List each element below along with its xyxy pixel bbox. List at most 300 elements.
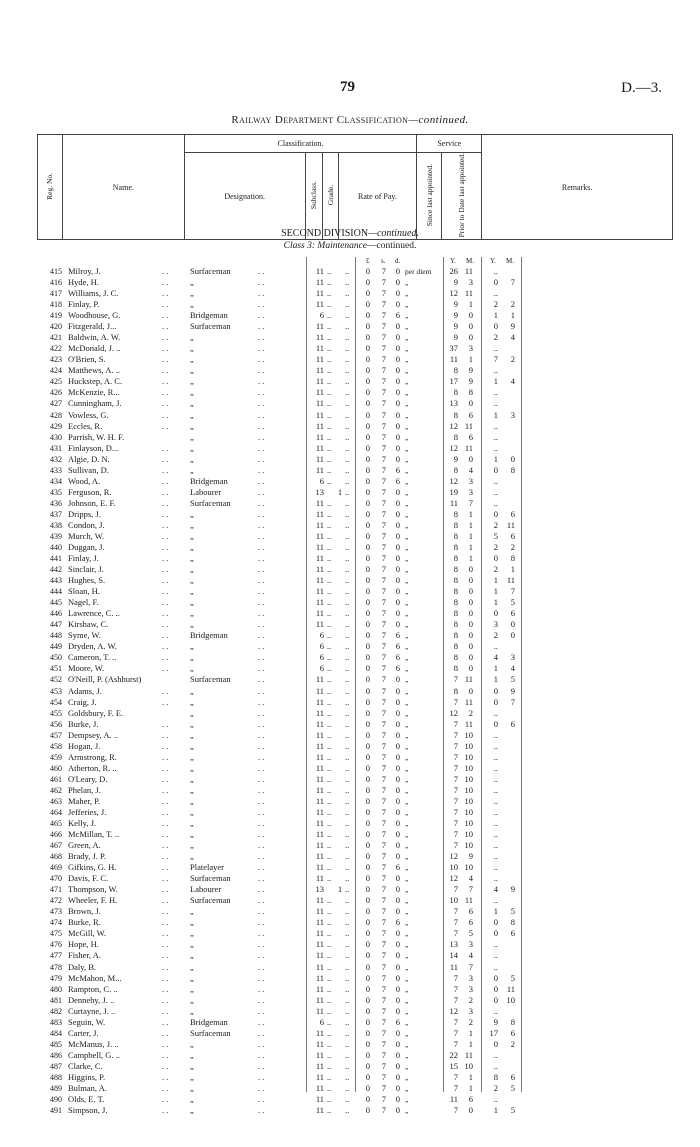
- pay-pence: 0: [395, 343, 400, 354]
- pay-pence: 0: [395, 608, 400, 619]
- prior-months: 6: [510, 530, 515, 541]
- subclass: 11: [315, 1105, 324, 1116]
- pay-shillings: 7: [381, 729, 386, 740]
- class-label: Class 3:: [283, 241, 316, 251]
- subclass: 11: [315, 586, 324, 597]
- leader-dots: ..: [258, 784, 267, 795]
- leader-dots: ..: [258, 707, 267, 718]
- prior-months: 6: [510, 508, 515, 519]
- reg-number: 474: [50, 918, 62, 928]
- service-years: 12: [449, 1005, 458, 1016]
- leader-dots: ..: [327, 784, 332, 795]
- pay-pence: 0: [395, 1094, 400, 1104]
- leader-dots: ..: [258, 464, 267, 475]
- prior-months: 4: [510, 376, 515, 387]
- subclass: 11: [315, 795, 324, 806]
- table-row: [0, 807, 700, 818]
- leader-dots: ..: [345, 420, 350, 431]
- reg-number: 466: [50, 830, 62, 840]
- leader-dots: ..: [345, 917, 350, 928]
- pay-pounds: 0: [365, 530, 370, 541]
- subclass: 11: [315, 994, 324, 1005]
- pay-shillings: 7: [381, 795, 386, 806]
- pay-pence: 0: [395, 299, 400, 310]
- leader-dots: ..: [162, 354, 171, 365]
- prior-years: ..: [493, 266, 498, 276]
- leader-dots: ..: [258, 1049, 267, 1060]
- reg-number: 435: [50, 487, 62, 497]
- prior-years: 8: [493, 1071, 498, 1082]
- service-months: 11: [464, 1049, 473, 1060]
- table-row: [0, 697, 700, 708]
- subclass: 11: [315, 431, 324, 442]
- leader-dots: ..: [258, 442, 267, 453]
- service-years: 14: [449, 950, 458, 961]
- pay-period: „: [405, 289, 409, 299]
- pay-period: „: [405, 907, 409, 917]
- pay-pence: 0: [395, 895, 400, 906]
- service-years: 8: [453, 608, 458, 619]
- leader-dots: ..: [327, 409, 332, 420]
- pay-period: „: [405, 609, 409, 619]
- pay-period: „: [405, 752, 409, 762]
- employee-name: Clarke, C.: [68, 1060, 103, 1071]
- pay-shillings: 7: [381, 453, 386, 464]
- leader-dots: ..: [327, 718, 332, 729]
- pay-pounds: 0: [365, 1016, 370, 1027]
- service-months: 6: [468, 906, 473, 917]
- employee-name: Kirshaw, C.: [68, 619, 109, 630]
- pay-shillings: 7: [381, 906, 386, 917]
- leader-dots: ..: [327, 652, 332, 663]
- prior-months: 7: [510, 696, 515, 707]
- prior-months: 1: [510, 310, 515, 321]
- leader-dots: ..: [327, 277, 332, 288]
- leader-dots: ..: [345, 464, 350, 475]
- pay-pounds: 0: [365, 928, 370, 939]
- leader-dots: ..: [162, 508, 171, 519]
- prior-years: 1: [493, 1105, 498, 1116]
- leader-dots: ..: [258, 266, 267, 276]
- leader-dots: ..: [345, 564, 350, 575]
- reg-number: 421: [50, 333, 62, 343]
- reg-number: 420: [50, 322, 62, 332]
- subclass: 6: [319, 652, 324, 663]
- subclass: 11: [315, 939, 324, 950]
- service-years: 11: [449, 1094, 458, 1104]
- leader-dots: ..: [162, 795, 171, 806]
- designation: „: [190, 1105, 194, 1116]
- leader-dots: ..: [162, 806, 171, 817]
- service-months: 1: [468, 1038, 473, 1049]
- table-row: [0, 1094, 700, 1105]
- pay-period: „: [405, 763, 409, 773]
- pay-pence: 0: [395, 288, 400, 299]
- leader-dots: ..: [345, 409, 350, 420]
- pay-pounds: 0: [365, 1094, 370, 1104]
- pay-shillings: 7: [381, 299, 386, 310]
- pay-pounds: 0: [365, 442, 370, 453]
- table-row: [0, 917, 700, 928]
- leader-dots: ..: [258, 321, 267, 332]
- table-row: [0, 962, 700, 973]
- pay-pounds: 0: [365, 575, 370, 586]
- service-years: 7: [453, 751, 458, 762]
- pay-pounds: 0: [365, 486, 370, 497]
- subclass: 11: [315, 299, 324, 310]
- pay-shillings: 7: [381, 564, 386, 575]
- designation: „: [190, 751, 194, 762]
- leader-dots: ..: [258, 553, 267, 564]
- pay-pounds: 0: [365, 1038, 370, 1049]
- pay-pounds: 0: [365, 1105, 370, 1116]
- designation: Surfaceman: [190, 895, 231, 906]
- prior-years: 0: [493, 983, 498, 994]
- leader-dots: ..: [327, 553, 332, 564]
- pay-pounds: 0: [365, 884, 370, 895]
- service-months: 11: [464, 288, 473, 299]
- reg-number: 483: [50, 1017, 62, 1027]
- prior-years: ..: [493, 343, 498, 354]
- service-months: 11: [464, 718, 473, 729]
- service-years: 7: [453, 917, 458, 928]
- leader-dots: ..: [162, 685, 171, 696]
- leader-dots: ..: [327, 387, 332, 398]
- leader-dots: ..: [162, 1049, 171, 1060]
- reg-number: 485: [50, 1039, 62, 1049]
- pay-shillings: 7: [381, 961, 386, 972]
- reg-number: 475: [50, 929, 62, 939]
- subclass: 11: [315, 597, 324, 608]
- designation: „: [190, 818, 194, 828]
- employee-name: Sloan, H.: [68, 586, 100, 597]
- reg-number: 416: [50, 278, 62, 288]
- leader-dots: ..: [258, 906, 267, 917]
- classification-header: Classification.: [184, 135, 417, 153]
- designation: „: [190, 619, 194, 630]
- designation: „: [190, 277, 194, 288]
- employee-name: Duggan, J.: [68, 542, 105, 552]
- prior-years: 2: [493, 519, 498, 530]
- employee-name: Sullivan, D.: [68, 464, 109, 475]
- leader-dots: ..: [327, 762, 332, 773]
- pay-pence: 0: [395, 453, 400, 464]
- table-row: [0, 730, 700, 741]
- service-months: 3: [468, 983, 473, 994]
- leader-dots: ..: [258, 895, 267, 906]
- leader-dots: ..: [162, 299, 171, 310]
- pay-period: „: [405, 863, 409, 873]
- prior-months: 3: [510, 652, 515, 663]
- pay-shillings: 7: [381, 1060, 386, 1071]
- pay-pence: 0: [395, 685, 400, 696]
- reg-number: 418: [50, 300, 62, 310]
- pay-pounds: 0: [365, 387, 370, 398]
- subclass: 11: [315, 332, 324, 343]
- prior-months: 5: [510, 1105, 515, 1116]
- subclass: 11: [315, 575, 324, 586]
- designation: „: [190, 542, 194, 552]
- prior-months: 10: [506, 994, 515, 1005]
- pay-pounds: 0: [365, 321, 370, 332]
- leader-dots: ..: [258, 354, 267, 365]
- employee-name: McKenzie, R...: [68, 387, 120, 398]
- prior-years: 0: [493, 972, 498, 983]
- reg-number: 450: [50, 653, 62, 663]
- prior-years: ..: [493, 950, 498, 961]
- pay-shillings: 7: [381, 1049, 386, 1060]
- pay-pence: 0: [395, 575, 400, 586]
- prior-years: 2: [493, 542, 498, 552]
- pay-period: „: [405, 399, 409, 409]
- service-years: 10: [449, 895, 458, 906]
- reg-number: 444: [50, 587, 62, 597]
- service-years: 19: [449, 486, 458, 497]
- leader-dots: ..: [345, 310, 350, 321]
- employee-name: Maher, P.: [68, 795, 101, 806]
- leader-dots: ..: [258, 840, 267, 851]
- unit-years-prior: Y.: [490, 257, 496, 265]
- service-years: 8: [453, 597, 458, 608]
- service-months: 3: [468, 939, 473, 950]
- subclass: 11: [315, 917, 324, 928]
- pay-pounds: 0: [365, 409, 370, 420]
- table-row: [0, 1050, 700, 1061]
- pay-pence: 0: [395, 972, 400, 983]
- reg-number: 460: [50, 763, 62, 773]
- leader-dots: ..: [327, 1082, 332, 1093]
- pay-shillings: 7: [381, 519, 386, 530]
- designation: „: [190, 994, 194, 1005]
- designation: „: [190, 354, 194, 365]
- leader-dots: ..: [162, 586, 171, 597]
- pay-pounds: 0: [365, 310, 370, 321]
- leader-dots: ..: [345, 1005, 350, 1016]
- pay-period: „: [405, 719, 409, 729]
- designation: Labourer: [190, 486, 222, 497]
- pay-shillings: 7: [381, 530, 386, 541]
- pay-period: „: [405, 509, 409, 519]
- reg-number: 449: [50, 642, 62, 652]
- employee-name: Baldwin, A. W.: [68, 332, 121, 343]
- service-months: 0: [468, 575, 473, 586]
- employee-name: Hogan, J.: [68, 740, 101, 751]
- leader-dots: ..: [345, 575, 350, 586]
- table-row: [0, 586, 700, 597]
- prior-years: ..: [493, 1005, 498, 1016]
- leader-dots: ..: [258, 1038, 267, 1049]
- pay-pence: 0: [395, 542, 400, 552]
- remarks-header: Remarks.: [482, 135, 673, 240]
- pay-period: „: [405, 1095, 409, 1104]
- leader-dots: ..: [258, 519, 267, 530]
- pay-shillings: 7: [381, 586, 386, 597]
- pay-pounds: 0: [365, 597, 370, 608]
- prior-years: ..: [493, 442, 498, 453]
- leader-dots: ..: [345, 1038, 350, 1049]
- service-years: 7: [453, 906, 458, 917]
- reg-number: 462: [50, 785, 62, 795]
- service-years: 7: [453, 1105, 458, 1116]
- prior-years: 1: [493, 310, 498, 321]
- service-header: Service: [417, 135, 482, 153]
- pay-period: „: [405, 465, 409, 475]
- pay-pence: 0: [395, 806, 400, 817]
- leader-dots: ..: [345, 873, 350, 884]
- pay-period: „: [405, 1006, 409, 1016]
- designation: „: [190, 586, 194, 597]
- service-months: 0: [468, 1105, 473, 1116]
- reg-number: 439: [50, 531, 62, 541]
- pay-period: „: [405, 807, 409, 817]
- table-row: [0, 752, 700, 763]
- prior-years: ..: [493, 431, 498, 442]
- leader-dots: ..: [162, 873, 171, 884]
- leader-dots: ..: [345, 972, 350, 983]
- pay-period: „: [405, 278, 409, 288]
- table-row: [0, 1072, 700, 1083]
- pay-period: „: [405, 929, 409, 939]
- pay-pounds: 0: [365, 840, 370, 851]
- subclass: 11: [315, 762, 324, 773]
- leader-dots: ..: [345, 1071, 350, 1082]
- leader-dots: ..: [258, 365, 267, 376]
- pay-period: „: [405, 664, 409, 674]
- leader-dots: ..: [345, 994, 350, 1005]
- employee-name: Wheeler, F. H.: [68, 895, 118, 906]
- pay-pounds: 0: [365, 862, 370, 873]
- pay-shillings: 7: [381, 354, 386, 365]
- service-years: 11: [449, 497, 458, 508]
- pay-period: „: [405, 675, 409, 685]
- leader-dots: ..: [162, 564, 171, 575]
- employee-name: Simpson, J.: [68, 1105, 108, 1116]
- employee-name: Kelly, J.: [68, 818, 97, 828]
- subclass: 11: [315, 1094, 324, 1104]
- pay-pounds: 0: [365, 972, 370, 983]
- leader-dots: ..: [345, 718, 350, 729]
- pay-shillings: 7: [381, 266, 386, 276]
- prior-years: 0: [493, 608, 498, 619]
- service-years: 12: [449, 420, 458, 431]
- pay-shillings: 7: [381, 542, 386, 552]
- leader-dots: ..: [345, 663, 350, 674]
- pay-pounds: 0: [365, 773, 370, 784]
- pay-pence: 0: [395, 266, 400, 276]
- leader-dots: ..: [327, 365, 332, 376]
- leader-dots: ..: [258, 939, 267, 950]
- reg-number: 428: [50, 410, 62, 420]
- leader-dots: ..: [162, 950, 171, 961]
- prior-years: 0: [493, 1038, 498, 1049]
- pay-shillings: 7: [381, 873, 386, 884]
- leader-dots: ..: [258, 862, 267, 873]
- pay-pounds: 0: [365, 873, 370, 884]
- pay-period: „: [405, 498, 409, 508]
- reg-number: 424: [50, 366, 62, 376]
- pay-shillings: 7: [381, 994, 386, 1005]
- prior-months: 5: [510, 597, 515, 608]
- prior-years: ..: [493, 806, 498, 817]
- designation: Surfaceman: [190, 674, 231, 685]
- since-last-header: Since last appointed.: [417, 153, 442, 240]
- service-months: 4: [468, 464, 473, 475]
- leader-dots: ..: [162, 983, 171, 994]
- pay-pounds: 0: [365, 564, 370, 575]
- pay-pence: 0: [395, 773, 400, 784]
- reg-number: 470: [50, 874, 62, 884]
- leader-dots: ..: [327, 299, 332, 310]
- service-months: 0: [468, 310, 473, 321]
- pay-period: „: [405, 388, 409, 398]
- service-years: 8: [453, 553, 458, 564]
- pay-period: „: [405, 962, 409, 972]
- designation: „: [190, 685, 194, 696]
- subclass: 11: [315, 542, 324, 552]
- prior-years: ..: [493, 795, 498, 806]
- pay-shillings: 7: [381, 762, 386, 773]
- pay-pounds: 0: [365, 729, 370, 740]
- designation: „: [190, 641, 194, 652]
- class-name: Maintenance: [317, 241, 368, 251]
- service-years: 12: [449, 475, 458, 486]
- pay-pence: 6: [395, 917, 400, 928]
- leader-dots: ..: [162, 277, 171, 288]
- grade-header: Grade.: [322, 153, 338, 240]
- prior-months: 2: [510, 299, 515, 310]
- pay-shillings: 7: [381, 983, 386, 994]
- prior-months: 4: [510, 332, 515, 343]
- pay-pounds: 0: [365, 376, 370, 387]
- page-number: 79: [340, 79, 355, 95]
- pay-pounds: 0: [365, 1027, 370, 1038]
- employee-name: Armstrong, R.: [68, 751, 117, 762]
- leader-dots: ..: [345, 641, 350, 652]
- service-years: 8: [453, 630, 458, 641]
- leader-dots: ..: [327, 1049, 332, 1060]
- pay-pence: 0: [395, 508, 400, 519]
- table-row: [0, 1061, 700, 1072]
- leader-dots: ..: [327, 530, 332, 541]
- leader-dots: ..: [327, 564, 332, 575]
- subclass: 11: [315, 1082, 324, 1093]
- subclass: 11: [315, 983, 324, 994]
- pay-pence: 0: [395, 553, 400, 564]
- leader-dots: ..: [162, 288, 171, 299]
- pay-pounds: 0: [365, 1071, 370, 1082]
- service-months: 10: [464, 1060, 473, 1071]
- service-months: 10: [464, 862, 473, 873]
- table-row: [0, 1105, 700, 1116]
- table-row: [0, 895, 700, 906]
- pay-shillings: 7: [381, 972, 386, 983]
- pay-pence: 0: [395, 740, 400, 751]
- unit-pence: d.: [395, 257, 401, 265]
- leader-dots: ..: [345, 939, 350, 950]
- subclass: 11: [315, 773, 324, 784]
- service-years: 8: [453, 530, 458, 541]
- pay-shillings: 7: [381, 884, 386, 895]
- designation: Bridgeman: [190, 310, 228, 321]
- service-months: 11: [464, 895, 473, 906]
- pay-pounds: 0: [365, 663, 370, 674]
- reg-number: 422: [50, 344, 62, 354]
- pay-shillings: 7: [381, 851, 386, 862]
- reg-number: 482: [50, 1006, 62, 1016]
- leader-dots: ..: [327, 630, 332, 641]
- service-months: 9: [468, 851, 473, 862]
- prior-years: 0: [493, 917, 498, 928]
